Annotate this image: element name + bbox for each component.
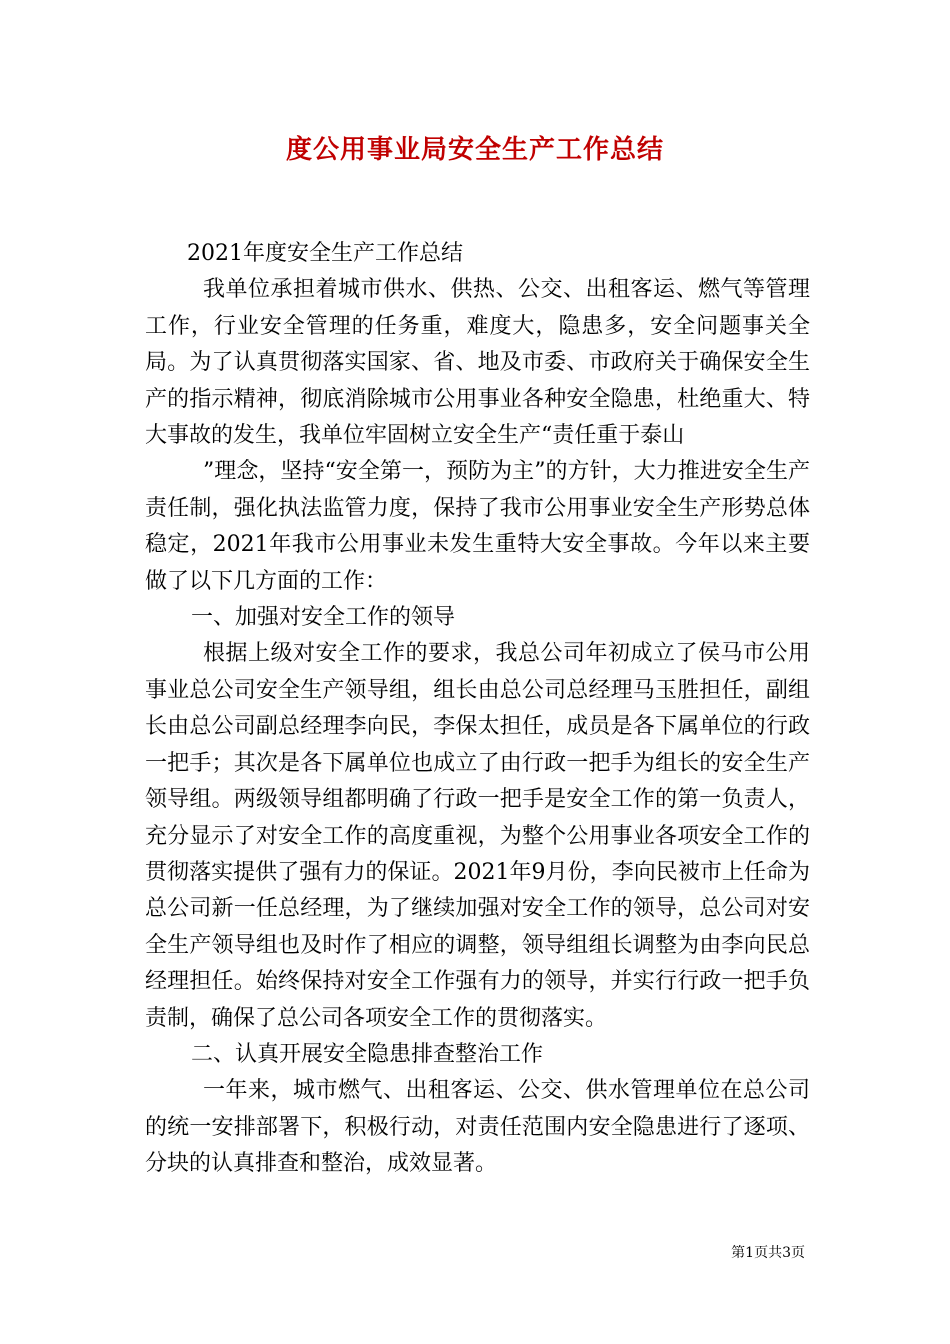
- section-2-paragraph: 一年来，城市燃气、出租客运、公交、供水管理单位在总公司的统一安排部署下，积极行动，对责任范围内安全隐患进行了逐项、分块的认真排查和整治，成效显著。: [145, 1078, 810, 1177]
- intro-paragraph: 我单位承担着城市供水、供热、公交、出租客运、燃气等管理工作，行业安全管理的任务重，难度大，隐患多，安全问题事关全局。为了认真贯彻落实国家、省、地及市委、市政府关于确保安全生产的指示精神，彻底消除城市公用事业各种安全隐患，杜绝重大、特大事故的发生，我单位牢固树立安全生产“责任重于泰山: [145, 277, 810, 449]
- section-1-paragraph: 根据上级对安全工作的要求，我总公司年初成立了侯马市公用事业总公司安全生产领导组，组长由总公司总经理马玉胜担任，副组长由总公司副总经理李向民，李保太担任，成员是各下属单位的行政一把手；其次是各下属单位也成立了由行政一把手为组长的安全生产领导组。两级领导组都明确了行政一把手是安全工作的第一负责人，充分显示了对安全工作的高度重视，为整个公用事业各项安全工作的贯彻落实提供了强有力的保证。2021年9月份，李向民被市上任命为总公司新一任总经理，为了继续加强对安全工作的领导，总公司对安全生产领导组也及时作了相应的调整，领导组组长调整为由李向民总经理担任。始终保持对安全工作强有力的领导，并实行行政一把手负责制，确保了总公司各项安全工作的贯彻落实。: [145, 641, 810, 1031]
- document-title: 度公用事业局安全生产工作总结: [285, 135, 664, 165]
- subtitle-paragraph: 2021年度安全生产工作总结: [187, 241, 463, 266]
- document-body: [145, 236, 810, 1183]
- section-heading-1: 一、加强对安全工作的领导: [191, 605, 456, 631]
- section-heading-2: 二、认真开展安全隐患排查整治工作: [191, 1041, 544, 1067]
- page-number: 第1页共3页: [731, 1245, 805, 1261]
- intro-continuation-paragraph: ”理念，坚持“安全第一，预防为主”的方针，大力推进安全生产责任制，强化执法监管力度，保持了我市公用事业安全生产形势总体稳定，2021年我市公用事业未发生重特大安全事故。今年以来主要做了以下几方面的工作：: [145, 459, 810, 594]
